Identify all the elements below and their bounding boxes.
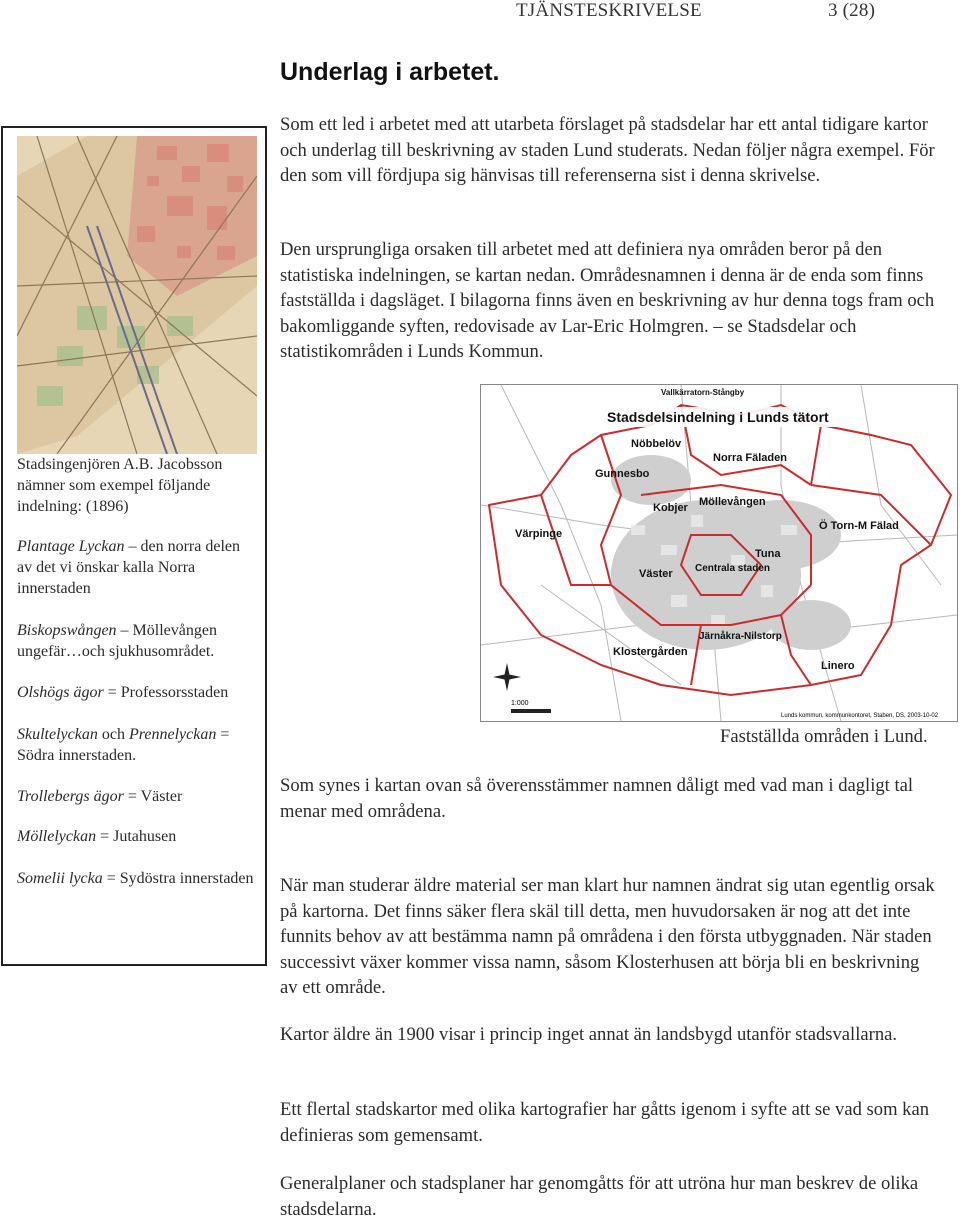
- sidebar-item: [17, 682, 257, 703]
- map-label-jarnakra: Järnåkra-Nilstorp: [699, 631, 782, 642]
- district-map-svg: [481, 385, 957, 721]
- map-label-kobjer: Kobjer: [653, 502, 688, 514]
- sidebar-box: [1, 126, 267, 966]
- map-label-nobbelov: Nöbbelöv: [631, 438, 682, 450]
- place-name: Somelii lycka: [17, 870, 103, 887]
- map-title: Stadsdelsindelning i Lunds tätort: [607, 409, 829, 425]
- paragraph-intro: Som ett led i arbetet med att utarbeta förslaget på stadsdelar har ett antal tidigare kartor och underlag till beskrivning av staden Lund studerats. Nedan följer några exempel. För den som vill fördjupa sig hänvisas till referenserna sist i denna skrivelse.: [280, 114, 935, 186]
- place-name: Prennelyckan: [128, 726, 217, 743]
- page-number: 3 (28): [828, 0, 876, 21]
- place-name: Trollebergs ägor: [17, 788, 124, 805]
- paragraph-older-material: När man studerar äldre material ser man klart hur namnen ändrat sig utan egentlig orsak på kartorna. Det finns säker flera skäl till detta, men huvudorsaken är nog att det inte funnits behov av att bestämma namn på områdena i den första utbyggnaden. När staden successivt växer kommer vissa namn, såsom Klosterhusen att börja bli en beskrivning av ett område.: [280, 875, 935, 998]
- place-desc: = Väster: [123, 788, 183, 805]
- place-desc: – Möllevången ungefär…och sjukhusområdet.: [17, 622, 217, 660]
- sidebar-item: [17, 724, 257, 766]
- page-header: [516, 0, 876, 22]
- historic-map-image: [17, 136, 257, 454]
- map-label-klostergarden: Klostergården: [613, 646, 688, 658]
- paragraph-origin: Den ursprungliga orsaken till arbetet med att definiera nya områden beror på den statistiska indelningen, se kartan nedan. Områdesnamnen i denna är de enda som finns fastställda i dagsläget. I bilagorna finns även en beskrivning av hur denna togs fram och bakomliggande syften, redovisade av Lar-Eric Holmgren. – se Stadsdelar och statistikområden i Lunds Kommun.: [280, 239, 935, 362]
- sidebar-item: [17, 868, 257, 889]
- place-name: Möllelyckan: [17, 828, 97, 845]
- map-label-norra-faladen: Norra Fäladen: [713, 452, 787, 464]
- paragraph-city-maps: Ett flertal stadskartor med olika kartografier har gåtts igenom i syfte att se vad som kan definieras som gemensamt.: [280, 1099, 930, 1146]
- sidebar-item: [17, 786, 257, 807]
- place-desc: = Södra innerstaden.: [17, 726, 230, 764]
- paragraph-plans: Generalplaner och stadsplaner har genomgåtts för att utröna hur man beskrev de olika stadsdelarna.: [280, 1173, 919, 1220]
- map-label-tuna: Tuna: [755, 548, 781, 560]
- sidebar-item: [17, 536, 257, 599]
- place-desc: = Professorsstaden: [103, 684, 229, 701]
- district-map: [480, 384, 958, 722]
- scale-bar: [511, 709, 551, 713]
- sidebar-item: [17, 620, 257, 662]
- map-caption: Fastställda områden i Lund.: [720, 726, 928, 747]
- place-name: Biskopswången: [17, 622, 117, 639]
- place-name: Plantage Lyckan: [17, 538, 125, 555]
- map-label-vaster: Väster: [639, 568, 673, 580]
- map-label-o-torn: Ö Torn-M Fälad: [819, 520, 899, 532]
- place-desc: = Sydöstra innerstaden: [102, 870, 254, 887]
- place-desc: = Jutahusen: [96, 828, 177, 845]
- section-title: Underlag i arbetet.: [280, 58, 500, 86]
- map-label-gunnesbo: Gunnesbo: [595, 468, 650, 480]
- sidebar-item: [17, 826, 257, 847]
- paragraph-names: Som synes i kartan ovan så överensstämmer namnen dåligt med vad man i dagligt tal menar med områdena.: [280, 775, 914, 822]
- place-desc: – den norra delen av det vi önskar kalla Norra innerstaden: [17, 538, 241, 597]
- place-name: Skultelyckan: [17, 726, 98, 743]
- map-credit: Lunds kommun, kommunkontoret, Staben, DS, 2003-10-02: [781, 713, 939, 719]
- map-label-varpinge: Värpinge: [515, 528, 563, 540]
- map-label-mollevangen: Möllevången: [699, 496, 766, 508]
- map-label-linero: Linero: [821, 660, 855, 672]
- doc-type: TJÄNSTESKRIVELSE: [516, 0, 702, 21]
- map-label-centrala: Centrala staden: [695, 563, 771, 574]
- sidebar-intro: Stadsingenjören A.B. Jacobsson nämner som exempel följande indelning: (1896): [17, 456, 223, 515]
- place-name: Olshögs ägor: [17, 684, 104, 701]
- map-scale: 1:000: [511, 700, 529, 707]
- map-label-top: Vallkärratorn-Stångby: [661, 388, 745, 397]
- paragraph-old-maps: Kartor äldre än 1900 visar i princip inget annat än landsbygd utanför stadsvallarna.: [280, 1024, 898, 1045]
- place-connector: och: [97, 726, 129, 743]
